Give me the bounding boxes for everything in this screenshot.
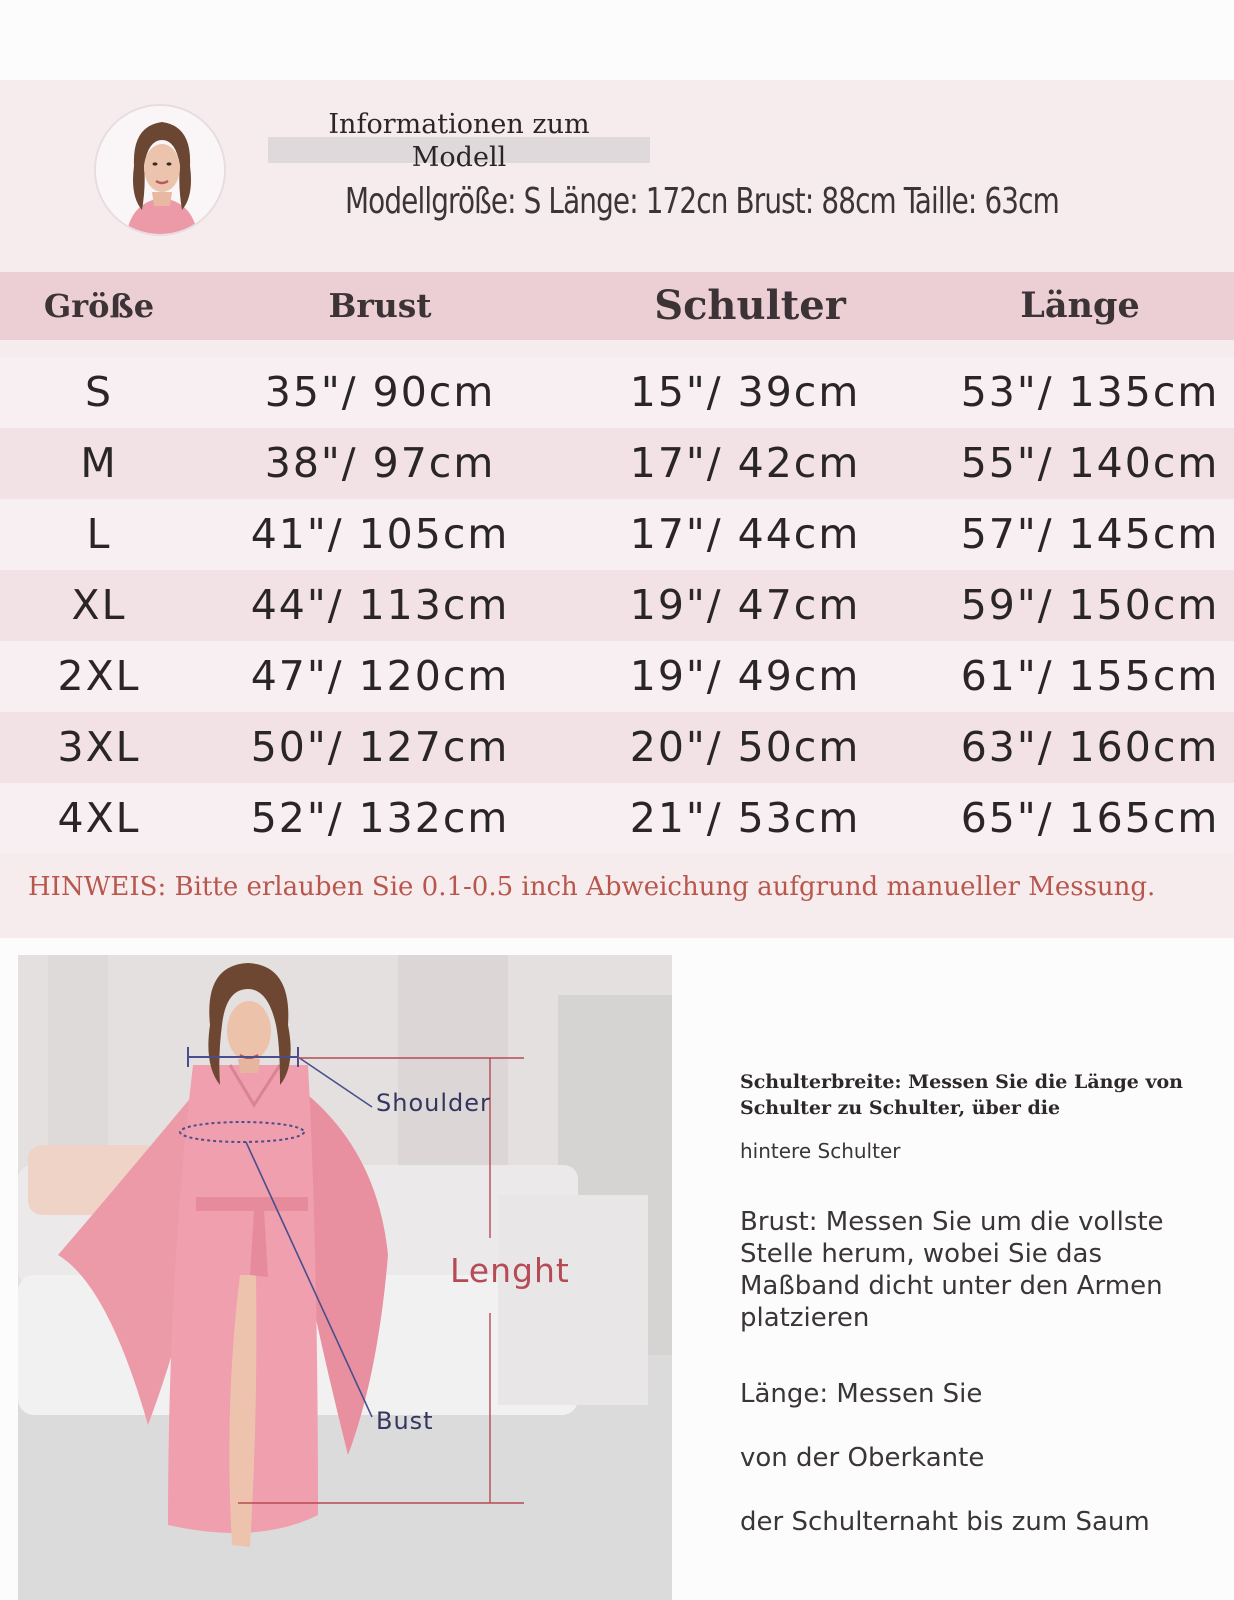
- table-row: [0, 783, 1234, 854]
- length-description: [740, 1346, 1230, 1570]
- shoulder-cell: 19"/ 47cm: [629, 581, 861, 629]
- shoulder-cell: 21"/ 53cm: [629, 794, 861, 842]
- shoulder-cell: 20"/ 50cm: [629, 723, 861, 771]
- size-cell: 3XL: [57, 723, 141, 771]
- shoulder-cell: 17"/ 42cm: [629, 439, 861, 487]
- length-cell: 53"/ 135cm: [960, 368, 1220, 416]
- size-cell: 2XL: [57, 652, 141, 700]
- table-row: [0, 428, 1234, 499]
- size-cell: S: [84, 368, 114, 416]
- bust-cell: 52"/ 132cm: [250, 794, 510, 842]
- table-row: [0, 357, 1234, 428]
- shoulder-cell: 17"/ 44cm: [629, 510, 861, 558]
- length-description-line2: von der Oberkante: [740, 1443, 985, 1473]
- model-measurements: Modellgröße: S Länge: 172cn Brust: 88cm Taille: 63cm: [345, 181, 1059, 222]
- bust-cell: 38"/ 97cm: [264, 439, 496, 487]
- bust-label: Bust: [376, 1407, 434, 1435]
- header-bust: Brust: [328, 286, 432, 325]
- model-info-title-line2: Modell: [411, 142, 507, 173]
- table-header: [0, 272, 1234, 340]
- length-label: Lenght: [450, 1251, 570, 1290]
- model-info-title: [268, 108, 650, 174]
- table-row: [0, 499, 1234, 570]
- table-row: [0, 641, 1234, 712]
- bust-description: Brust: Messen Sie um die vollste Stelle herum, wobei Sie das Maßband dicht unter den Armen platzieren: [740, 1207, 1164, 1333]
- table-row: [0, 712, 1234, 783]
- shoulder-description: Schulterbreite: Messen Sie die Länge von Schulter zu Schulter, über die: [740, 1071, 1183, 1119]
- size-cell: M: [80, 439, 118, 487]
- bust-cell: 41"/ 105cm: [250, 510, 510, 558]
- shoulder-cell: 15"/ 39cm: [629, 368, 861, 416]
- length-cell: 61"/ 155cm: [960, 652, 1220, 700]
- robe-measurement-photo: [18, 955, 672, 1600]
- shoulder-label: Shoulder: [376, 1089, 491, 1117]
- length-description-line3: der Schulternaht bis zum Saum: [740, 1507, 1150, 1537]
- size-cell: XL: [71, 581, 127, 629]
- length-description-line1: Länge: Messen Sie: [740, 1379, 983, 1409]
- measurement-note: HINWEIS: Bitte erlauben Sie 0.1-0.5 inch Abweichung aufgrund manueller Messung.: [28, 872, 1156, 902]
- length-cell: 63"/ 160cm: [960, 723, 1220, 771]
- table-row: [0, 570, 1234, 641]
- bust-cell: 35"/ 90cm: [264, 368, 496, 416]
- length-cell: 65"/ 165cm: [960, 794, 1220, 842]
- header-shoulder: Schulter: [654, 282, 846, 329]
- model-avatar: [94, 104, 226, 236]
- shoulder-description-rest: hintere Schulter: [740, 1139, 901, 1163]
- shoulder-cell: 19"/ 49cm: [629, 652, 861, 700]
- length-cell: 59"/ 150cm: [960, 581, 1220, 629]
- header-length: Länge: [1020, 285, 1140, 326]
- bust-cell: 44"/ 113cm: [250, 581, 510, 629]
- robe-illustration: [18, 955, 672, 1600]
- header-size: Größe: [43, 287, 155, 325]
- size-cell: L: [86, 510, 112, 558]
- size-cell: 4XL: [57, 794, 141, 842]
- length-cell: 55"/ 140cm: [960, 439, 1220, 487]
- model-info-title-line1: Informationen zum: [328, 109, 590, 140]
- length-cell: 57"/ 145cm: [960, 510, 1220, 558]
- bust-cell: 47"/ 120cm: [250, 652, 510, 700]
- bust-cell: 50"/ 127cm: [250, 723, 510, 771]
